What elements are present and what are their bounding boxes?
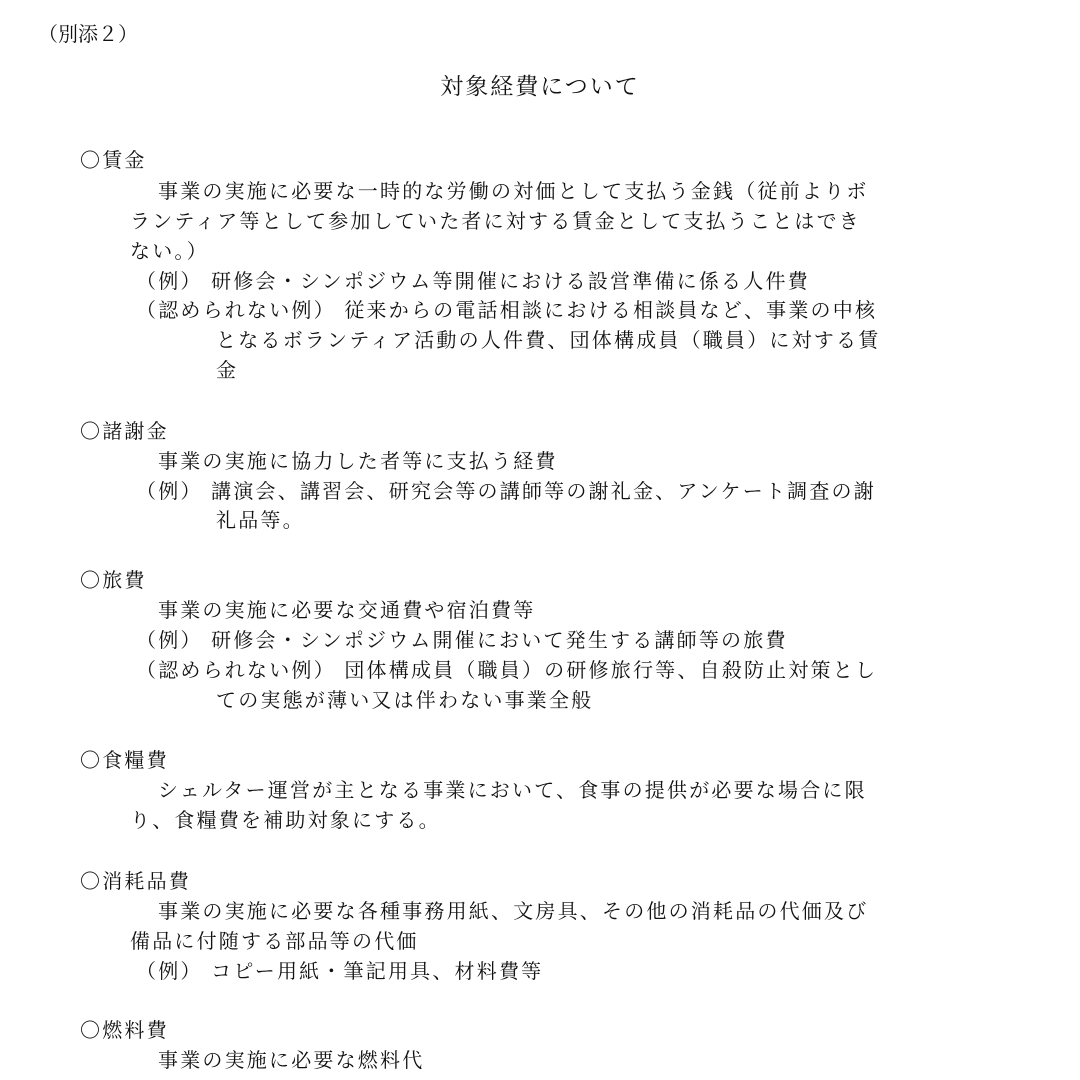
section-text: ない。） [130, 239, 209, 263]
example-text: （例） コピー用紙・筆記用具、材料費等 [136, 959, 544, 983]
example-text: （例） 研修会・シンポジウム開催において発生する講師等の旅費 [136, 628, 788, 652]
example-continuation: となるボランティア活動の人件費、団体構成員（職員）に対する賃 [216, 328, 881, 352]
not-allowed-example-text: （認められない例） 従来からの電話相談における相談員など、事業の中核 [136, 298, 878, 322]
example-continuation: 礼品等。 [216, 508, 305, 532]
section-text: 事業の実施に必要な一時的な労働の対価として支払う金銭（従前よりボ [158, 179, 869, 203]
section-text: 備品に付随する部品等の代価 [130, 929, 419, 953]
page-title: 対象経費について [440, 74, 640, 100]
section-heading-honoraria: 〇諸謝金 [80, 419, 169, 443]
section-text: り、食糧費を補助対象にする。 [130, 808, 441, 832]
section-text: 事業の実施に必要な燃料代 [158, 1048, 425, 1072]
section-text: 事業の実施に協力した者等に支払う経費 [158, 449, 558, 473]
section-text: シェルター運営が主となる事業において、食事の提供が必要な場合に限 [158, 778, 867, 802]
example-continuation: 金 [216, 358, 239, 382]
section-heading-travel: 〇旅費 [80, 568, 147, 592]
section-text: ランティア等として参加していた者に対する賃金として支払うことはでき [130, 209, 861, 233]
example-continuation: ての実態が薄い又は伴わない事業全般 [216, 688, 594, 712]
section-text: 事業の実施に必要な交通費や宿泊費等 [158, 598, 536, 622]
section-heading-fuel: 〇燃料費 [80, 1018, 169, 1042]
example-text: （例） 講演会、講習会、研究会等の講師等の謝礼金、アンケート調査の謝 [136, 479, 876, 503]
annex-label: （別添２） [38, 22, 138, 46]
section-heading-wages: 〇賃金 [80, 148, 147, 172]
not-allowed-example-text: （認められない例） 団体構成員（職員）の研修旅行等、自殺防止対策とし [136, 658, 878, 682]
section-heading-consumables: 〇消耗品費 [80, 869, 191, 893]
section-heading-food: 〇食糧費 [80, 748, 169, 772]
example-text: （例） 研修会・シンポジウム等開催における設営準備に係る人件費 [136, 269, 810, 293]
section-text: 事業の実施に必要な各種事務用紙、文房具、その他の消耗品の代価及び [158, 899, 869, 923]
